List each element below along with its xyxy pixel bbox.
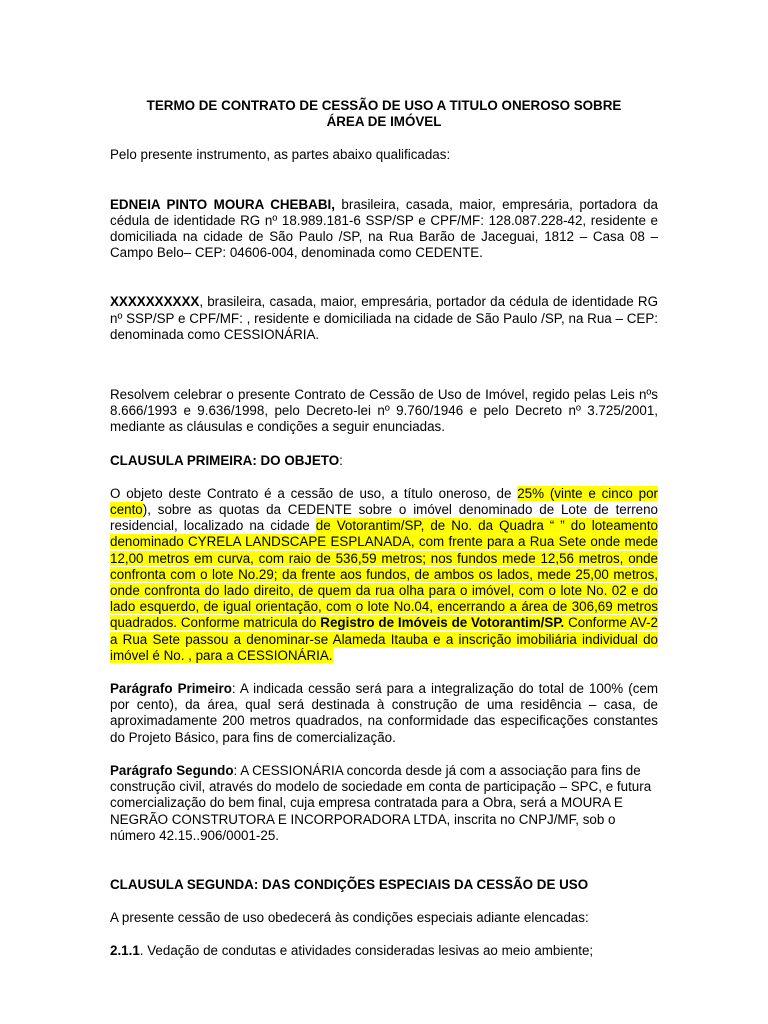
cessionaria-paragraph <box>110 294 658 343</box>
cedente-text: brasileira, casada, maior, empresária, portadora da cédula de identidade RG nº 18.989.181-6 SSP/SP e CPF/MF: 128.087.228-42, residente e domiciliada na cidade de São Paulo /SP, na Rua Barão de Jaceguai, 1812 – Casa 08 – Campo Belo– CEP: 04606-004, denominada como CEDENTE. <box>110 196 658 261</box>
objeto-highlight-registro: Registro de Imóveis de Votorantim/SP. <box>320 615 565 631</box>
objeto-highlight-percent: 25% (vinte e cinco por cento <box>110 485 658 518</box>
cedente-name: EDNEIA PINTO MOURA CHEBABI, <box>110 196 335 212</box>
title-line-2: ÁREA DE IMÓVEL <box>326 114 442 130</box>
paragrafo-segundo <box>110 763 658 844</box>
paragrafo-primeiro-text: : A indicada cessão será para a integralização do total de 100% (cem por cento), da área, qual será destinada à construção de uma residência – casa, de aproximadamente 200 metros quadrados, na conformidade das especificações constantes do Projeto Básico, para fins de comercialização. <box>110 681 659 745</box>
item-2-1-1 <box>110 943 658 959</box>
document-page <box>110 98 658 960</box>
item-2-1-1-text: . Vedação de condutas e atividades consideradas lesivas ao meio ambiente; <box>139 943 594 959</box>
clausula-primeira-title: CLAUSULA PRIMEIRA: DO OBJETO <box>110 452 340 468</box>
objeto-highlight-lote: de Votorantim/SP, de No. da Quadra “ ” do loteamento denominado CYRELA LANDSCAPE ESPLANADA, com frente para a Rua Sete onde mede 12,00 metros em curva, com raio de 536,59 metros; nos fundos mede 12,56 metros, onde confronta com o lote No.29; da frente aos fundos, de ambos os lados, mede 25,00 metros, onde confronta do lado direito, de quem da rua olha para o imóvel, com o lote No. 02 e do lado esquerdo, de igual orientação, com o lote No.04, encerrando a área de 306,69 metros quadrados. Conforme matricula do <box>110 518 658 631</box>
clausula-primeira-colon: : <box>339 452 343 468</box>
paragrafo-primeiro-label: Parágrafo Primeiro <box>110 681 232 697</box>
paragrafo-primeiro <box>110 681 658 746</box>
resolvem-paragraph: Resolvem celebrar o presente Contrato de Cessão de Uso de Imóvel, regido pelas Leis nºs 8.666/1993 e 9.636/1998, pelo Decreto-lei nº 9.760/1946 e pelo Decreto nº 3.725/2001, mediante as cláusulas e condições a seguir enunciadas. <box>110 387 658 435</box>
clausula-primeira-heading <box>110 453 658 469</box>
objeto-text-a: O objeto deste Contrato é a cessão de uso, a título oneroso, de <box>110 485 518 501</box>
cessionaria-text: , brasileira, casada, maior, empresária, portador da cédula de identidade RG nº SSP/SP e CPF/MF: , residente e domiciliada na cidade de São Paulo /SP, na Rua – CEP: denominada como CESSIONÁRIA. <box>110 294 658 342</box>
item-2-1-1-number: 2.1.1 <box>110 943 140 959</box>
objeto-paragraph <box>110 486 658 664</box>
intro-paragraph: Pelo presente instrumento, as partes abaixo qualificadas: <box>110 147 451 163</box>
objeto-highlight-inscricao: Conforme AV-2 a Rua Sete passou a denominar-se Alameda Itauba e a inscrição imobiliária individual do imóvel é No. , para a CESSIONÁRIA. <box>110 615 658 663</box>
paragrafo-segundo-text: : A CESSIONÁRIA concorda desde já com a associação para fins de construção civil, através do modelo de sociedade em conta de participação – SPC, e futura comercialização do bem final, cuja empresa contratada para a Obra, será a MOURA E NEGRÃO CONSTRUTORA E INCORPORADORA LTDA, inscrita no CNPJ/MF, sob o número 42.15..906/0001-25. <box>110 762 652 843</box>
document-title <box>110 98 658 130</box>
clausula-segunda-heading: CLAUSULA SEGUNDA: DAS CONDIÇÕES ESPECIAIS DA CESSÃO DE USO <box>110 876 589 892</box>
cedente-paragraph <box>110 197 658 262</box>
paragrafo-segundo-label: Parágrafo Segundo <box>110 762 234 778</box>
objeto-text-b: ), sobre as quotas da CEDENTE sobre o imóvel denominado de Lote de terreno residencial, localizado na cidade <box>110 502 658 534</box>
cessionaria-name: XXXXXXXXXX <box>110 294 200 310</box>
title-line-1: TERMO DE CONTRATO DE CESSÃO DE USO A TITULO ONEROSO SOBRE <box>146 98 622 113</box>
clausula-segunda-intro: A presente cessão de uso obedecerá às condições especiais adiante elencadas: <box>110 910 589 926</box>
